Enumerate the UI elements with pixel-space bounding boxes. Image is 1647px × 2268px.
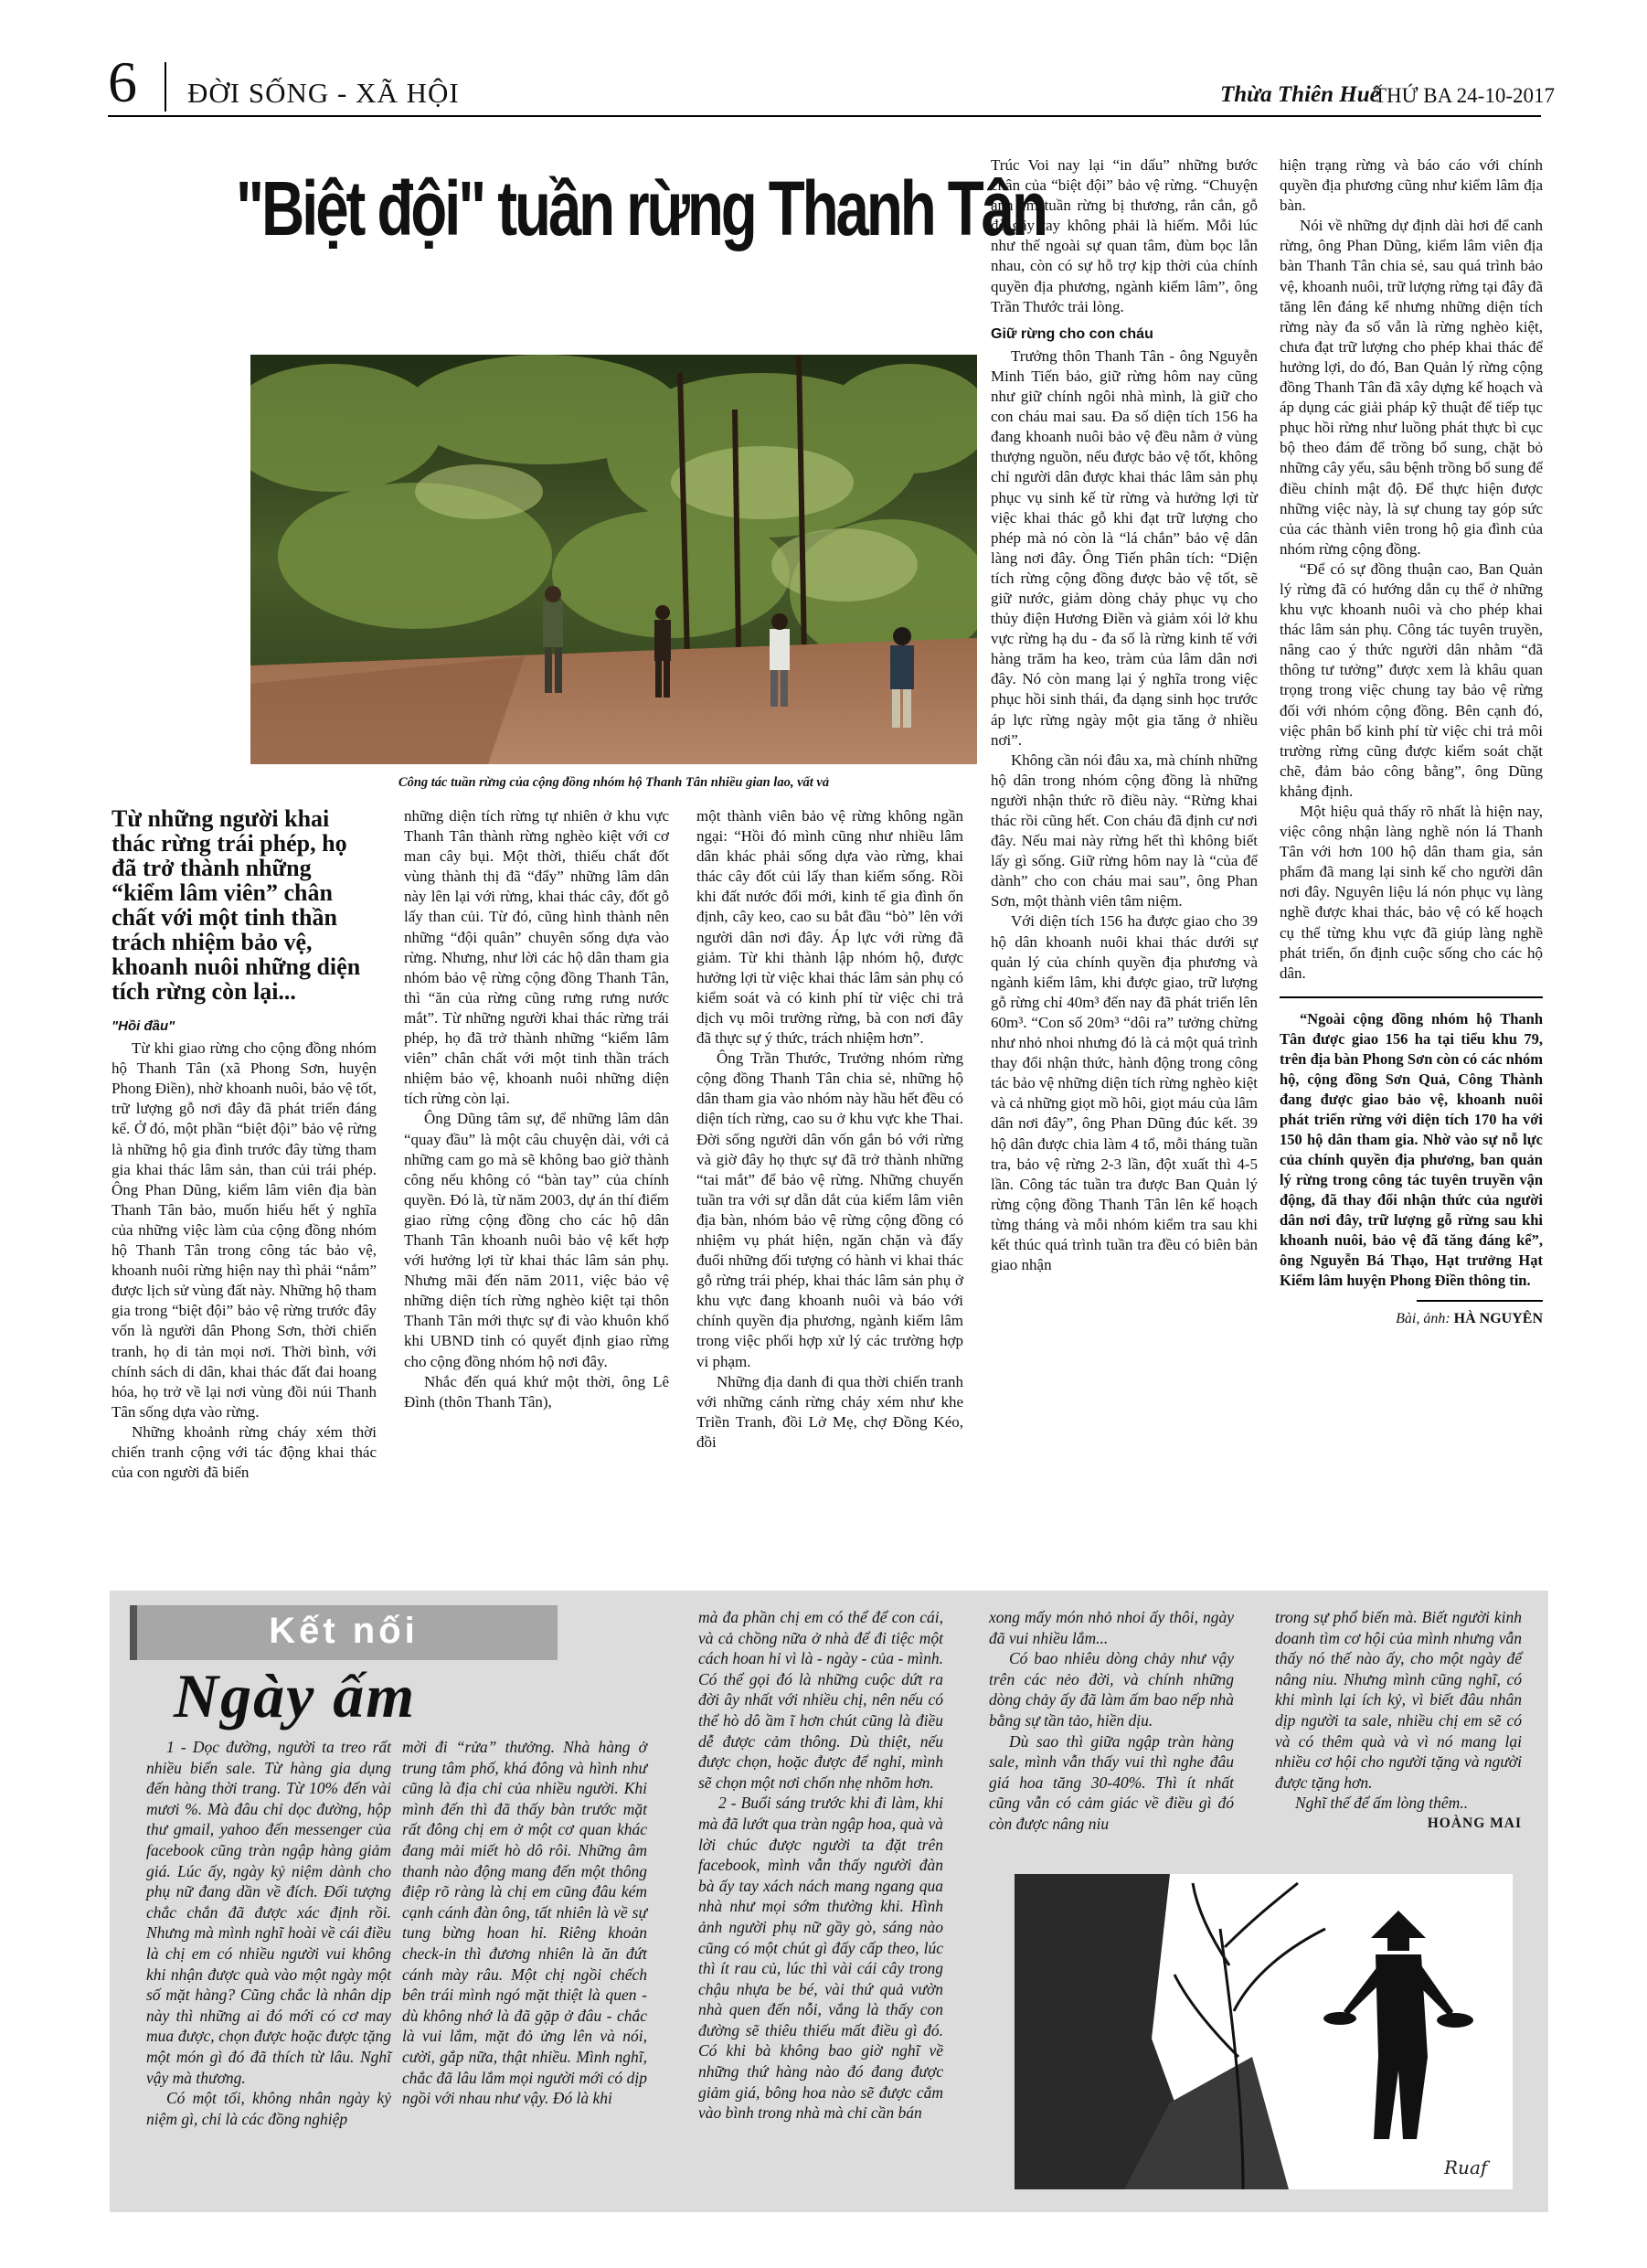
ket-noi-label-text: Kết nối (269, 1611, 419, 1651)
article-column-2 (404, 806, 669, 1576)
article-title: "Biệt đội" tuần rừng Thanh Tân (236, 165, 1046, 251)
paragraph: Ông Trần Thước, Trưởng nhóm rừng cộng đồng Thanh Tân chia sẻ, những hộ dân tham gia vào nhóm này hầu hết đều có diện tích rừng, cao su ở khu vực khe Thai. Đời sống người dân vốn gắn bó với rừng và giờ đây họ thực sự đã trở thành những “tai mắt” để bảo vệ rừng. Những chuyến tuần tra với sự dẫn dắt của kiểm lâm viên địa bàn, nhóm bảo vệ rừng cộng đồng có nhiệm vụ phát hiện, ngăn chặn và đẩy đuổi những đối tượng có hành vi khai thác gỗ rừng trái phép, khai thác lâm sản phụ ở khu vực đang khoanh nuôi và báo với chính quyền địa phương, ngành kiểm lâm trong việc phối hợp xử lý các trường hợp vi phạm. (696, 1049, 963, 1370)
subheading-giu-rung: Giữ rừng cho con cháu (991, 325, 1153, 342)
ket-noi-illustration (1015, 1874, 1513, 2189)
quote-rule-bottom (1417, 1300, 1543, 1302)
article-column-5 (1280, 155, 1543, 1577)
header-rule (108, 115, 1541, 117)
paragraph: Nghĩ thế để ấm lòng thêm.. (1295, 1794, 1469, 1813)
paragraph: Một hiệu quả thấy rõ nhất là hiện nay, việc công nhận làng nghề nón lá Thanh Tân với hơn 100 hộ dân tham gia, sản phẩm đã mang lại sinh kế cho người dân nơi đây. Nguyên liệu lá nón phục vụ làng nghề được khai thác, bảo vệ có kế hoạch cụ thể từng khu vực đã giúp làng nghề phát triển, ổn định cuộc sống cho các hộ dân. (1280, 803, 1543, 982)
paragraph: 1 - Dọc đường, người ta treo rất nhiều biển sale. Từ hàng gia dụng đến hàng thời trang. Từ 10% đến vài mươi %. Mà đâu chỉ dọc đường, hộp thư gmail, yahoo đến messenger của facebook cũng tràn ngập hàng giảm giá. Lúc ấy, ngày kỷ niệm dành cho phụ nữ đang dần về đích. Đối tượng chắc chắn đã được xác định rồi. Nhưng mà mình nghĩ hoài về cái điều là chị em có nhiều người vui không khi nhận được quà vào một ngày một số mặt hàng? Cũng chắc là nhân dịp này thì những ai đó mới có cơ may mua được, chọn được hoặc được tặng một món gì đó đã thích từ lâu. Nghĩ vậy mà thương. (146, 1738, 391, 2087)
page-number: 6 (108, 49, 137, 114)
paragraph: Nhắc đến quá khứ một thời, ông Lê Đình (thôn Thanh Tân), (404, 1372, 669, 1411)
ket-noi-column-2 (402, 1737, 647, 2199)
paragraph: mời đi “rửa” thưởng. Nhà hàng ở trung tâm phố, khá đông và hình như cũng là địa chỉ của nhiều người. Khi mình đến thì đã thấy bàn trước mặt rất đông chị em ở một cơ quan khác đang mải miết hò dô rôi. Những âm thanh nào động mang đến một thông điệp rõ ràng là chị em cũng đâu kém cạnh cánh đàn ông, tất nhiên là về sự tung bừng hoan hỉ. Riêng khoản check-in thì đương nhiên là ăn đứt cánh mày râu. Một chị ngồi chếch bên trái mình ngó mặt thiệt là quen - dù không nhớ là đã gặp ở đâu - chắc là vui lắm, mặt đỏ ửng lên và nói, cười, gắp nữa, thật nhiều. Mình nghĩ, chắc đã lâu lắm mọi người mới có dịp ngồi với nhau như vậy. Đó là khi (402, 1738, 647, 2108)
forest-photo-illustration (250, 355, 977, 764)
byline (1280, 1309, 1543, 1329)
article-photo (250, 355, 977, 764)
ket-noi-column-1 (146, 1737, 391, 2199)
illustration-signature: Ruaf (1444, 2156, 1488, 2178)
issue-date: THỨ BA 24-10-2017 (1374, 84, 1556, 107)
paragraph: trong sự phổ biến mà. Biết người kinh doanh tìm cơ hội của mình nhưng vẫn thấy nó thế nào ấy, cho một ngày để nâng niu. Nhưng mình cũng nghĩ, có khi mình lại ích kỷ, vì biết đâu nhân dịp người ta sale, nhiều chị em sẽ có và có thêm quà và vì nó mang lại nhiều cơ hội cho người tặng và người được tặng hơn. (1275, 1608, 1522, 1792)
paragraph: Nói về những dự định dài hơi để canh rừng, ông Phan Dũng, kiểm lâm viên địa bàn Thanh Tân chia sẻ, sau quá trình bảo vệ, khoanh nuôi, trữ lượng rừng tại đây đã tăng lên đáng kể nhưng những diện tích rừng này đa số vẫn là rừng nghèo kiệt, chưa đạt trữ lượng cho phép khai thác để hưởng lợi, do đó, Ban Quản lý rừng cộng đồng Thanh Tân đã xây dựng kế hoạch và áp dụng các giải pháp kỹ thuật để tiếp tục phục hồi rừng như luồng phát thực bì cục bộ theo đám để trồng bổ sung, chặt bỏ những cây yếu, sâu bệnh trồng bổ sung để điều chỉnh mật độ. Để thực hiện được những việc này, là sự chung tay góp sức của các thành viên trong hộ gia đình của nhóm rừng cộng đồng. (1280, 217, 1543, 558)
section-name: ĐỜI SỐNG - XÃ HỘI (187, 77, 460, 109)
paragraph: Từ khi giao rừng cho cộng đồng nhóm hộ Thanh Tân (xã Phong Sơn, huyện Phong Điền), nhờ khoanh nuôi, bảo vệ tốt, trữ lượng gỗ nơi đây đã phát triển đáng kể. Ở đó, một phần “biệt đội” bảo vệ rừng là những hộ gia đình trước đây từng tham gia khai thác lâm sản, than củi trái phép. Ông Phan Dũng, kiểm lâm viên địa bàn Thanh Tân bảo, muốn hiểu hết ý nghĩa của những việc làm của cộng đồng nhóm hộ Thanh Tân trong công tác bảo vệ, khoanh nuôi rừng hiện nay thì phải “nắm” được lịch sử vùng đất này. Những hộ tham gia trong “biệt đội” bảo vệ rừng trước đây vốn là người dân Phong Sơn, thời chiến tranh, họ di tản mọi nơi. Thời bình, với chính sách di dân, khai thác đất đai hoang hóa, họ trở về lại nơi vùng đồi núi Thanh Tân sống dựa vào rừng. (112, 1039, 377, 1421)
article-column-1 (112, 806, 377, 1576)
subheading-hoi-dau: "Hồi đầu" (112, 1018, 175, 1034)
paragraph: Ông Dũng tâm sự, để những lâm dân “quay đầu” là một câu chuyện dài, với cả những cam go mà sẽ không bao giờ thành công nếu không có “bàn tay” của chính quyền. Đó là, từ năm 2003, dự án thí điểm giao rừng cộng đồng cho các hộ dân Thanh Tân khoanh nuôi bảo vệ kết hợp với hưởng lợi từ khai thác lâm sản phụ. Nhưng mãi đến năm 2011, việc bảo vệ những diện tích rừng nghèo kiệt tại thôn Thanh Tân mới thực sự đi vào khuôn khổ khi UBND tỉnh có quyết định giao rừng cho cộng đồng nhóm hộ nơi đây. (404, 1110, 669, 1370)
article-column-4 (991, 155, 1258, 1577)
ket-noi-column-5 (1275, 1607, 1522, 1881)
paragraph: Với diện tích 156 ha được giao cho 39 hộ dân khoanh nuôi khai thác dưới sự quản lý của chính quyền địa phương và ngành kiểm lâm, khi được giao, trữ lượng gỗ rừng chỉ 40m³ đến nay đã phát triển lên 60m³. “Con số 20m³ “dôi ra” tưởng chừng như nhỏ nhoi nhưng đó là cả một quá trình thay đổi nhận thức, hành động trong công tác bảo vệ những diện tích rừng nghèo kiệt và cả những giọt mồ hôi, giọt máu của lâm dân nơi đây”, ông Phan Dũng đúc kết. 39 hộ dân được chia làm 4 tổ, mỗi tháng tuần tra, bảo vệ rừng 2-3 lần, đột xuất thì 4-5 lần. Công tác tuần tra được Ban Quản lý rừng cộng đồng Thanh Tân lên kế hoạch từng tháng và mỗi nhóm kiểm tra sau khi kết thúc quá trình tuần tra đều có biên bản giao nhận (991, 912, 1258, 1274)
paragraph: những diện tích rừng tự nhiên ở khu vực Thanh Tân thành rừng nghèo kiệt với cơ man cây bụi. Một thời, thiếu chất đốt vùng thành thị đã “đẩy” những lâm dân này lên lại với rừng, khai thác cây, đốt gỗ lấy than củi. Từ đó, cũng hình thành nên những “đội quân” chuyên sống dựa vào rừng. Nhưng, như lời các hộ dân tham gia nhóm bảo vệ rừng cộng đồng Thanh Tân, thì “ăn của rừng cũng rưng rưng nước mắt”. Từ những người khai thác rừng trái phép, họ đã trở thành những “kiểm lâm viên” chân chất với một tinh thần trách nhiệm bảo vệ, khoanh nuôi những diện tích rừng còn lại. (404, 807, 669, 1108)
ket-noi-title: Ngày ấm (174, 1661, 417, 1730)
paragraph: một thành viên bảo vệ rừng không ngần ngại: “Hồi đó mình cũng như nhiều lâm dân khác phải sống dựa vào rừng, khai thác cây đốt củi lấy than kiếm sống. Rồi khi đất nước đổi mới, kinh tế gia đình ổn định, cây keo, cao su bắt đầu “bò” lên với người dân nơi đây. Áp lực với rừng đã giảm. Từ khi thành lập nhóm hộ, được hưởng lợi từ việc khai thác lâm sản phụ có kiểm soát và có kinh phí từ việc chi trả dịch vụ môi trường rừng, bà con nơi đây đã thực sự ý thức, trách nhiệm hơn”. (696, 807, 963, 1048)
ket-noi-author: HOÀNG MAI (1427, 1815, 1522, 1831)
paragraph: hiện trạng rừng và báo cáo với chính quyền địa phương cũng như kiểm lâm địa bàn. (1280, 156, 1543, 215)
paragraph: Trúc Voi nay lại “in dấu” những bước chân của “biệt đội” bảo vệ rừng. “Chuyện anh em tuần rừng bị thương, rắn cắn, gỗ đè gãy tay không phải là hiếm. Mỗi lúc như thế ngoài sự quan tâm, đùm bọc lẫn nhau, còn có sự hỗ trợ kịp thời của chính quyền địa phương, ngành kiểm lâm”, ông Trần Thước trải lòng. (991, 156, 1258, 315)
byline-label: Bài, ảnh: (1396, 1310, 1450, 1326)
paragraph: Những khoảnh rừng cháy xém thời chiến tranh cộng với tác động khai thác của con người đã biến (112, 1422, 377, 1482)
pull-quote: “Ngoài cộng đồng nhóm hộ Thanh Tân được giao 156 ha tại tiểu khu 79, trên địa bàn Phong Sơn còn có các nhóm hộ, cộng đồng Sơn Quả, Công Thành đang được giao bảo vệ, khoanh nuôi phát triển rừng với diện tích 170 ha với 150 hộ dân tham gia. Nhờ vào sự nỗ lực của chính quyền địa phương, ban quản lý rừng trong công tác tuyên truyền vận động, đã thay đổi nhận thức của người dân nơi đây, trữ lượng gỗ rừng sau khi khoanh nuôi, bảo vệ đã tăng đáng kể”, ông Nguyễn Bá Thạo, Hạt trưởng Hạt Kiểm lâm huyện Phong Điền thông tin. (1280, 1009, 1543, 1289)
paragraph: Trưởng thôn Thanh Tân - ông Nguyễn Minh Tiến bảo, giữ rừng hôm nay cũng như giữ chính ngôi nhà mình, là giữ cho con cháu mai sau. Đa số diện tích 156 ha đang khoanh nuôi bảo vệ đều nằm ở vùng thượng nguồn, nếu được bảo vệ tốt, không chỉ người dân được khai thác lâm sản phụ phục vụ sinh kế từ rừng và hưởng lợi từ việc khai thác gỗ khi đạt trữ lượng cho phép mà nó còn là “lá chắn” bảo vệ dân làng nơi đây. Ông Tiến phân tích: “Diện tích rừng cộng đồng được bảo vệ tốt, sẽ giữ nước, giảm dòng chảy phục vụ cho thủy điện Hương Điền và giảm xói lở khu vực rừng hạ du - đa số là rừng kinh tế với hàng trăm ha keo, tràm của lâm dân nơi đây. Nó còn mang lại ý nghĩa trong việc phục hồi sinh thái, đa dạng sinh học trước áp lực rừng ngày một gia tăng ở nhiều nơi”. (991, 346, 1258, 749)
quote-rule-top (1280, 996, 1543, 998)
paragraph: Những địa danh đi qua thời chiến tranh với những cánh rừng cháy xém như khe Triền Tranh, đồi Lở Mẹ, chợ Đồng Kéo, đồi (696, 1372, 963, 1451)
ket-noi-box (110, 1591, 1548, 2212)
ket-noi-label (130, 1605, 558, 1660)
header-divider (165, 62, 166, 112)
article-column-3 (696, 806, 963, 1576)
paragraph: Không cần nói đâu xa, mà chính những hộ dân trong nhóm cộng đồng là những người nhận thức rõ điều này. “Rừng khai thác rồi cũng hết. Con cháu đã định cư nơi đây. Nếu mai này rừng hết thì không biết lấy gì sống. Giữ rừng hôm nay là “của để dành” cho con cháu mai sau”, ông Phan Sơn, một thành viên tâm niệm. (991, 751, 1258, 910)
paragraph: mà đa phần chị em có thể để con cái, và cả chồng nữa ở nhà để đi tiệc một cách hoan hỉ vì là - ngày - của - mình. Có thể gọi đó là những cuộc dứt ra đời ây nhất với nhiều chị, nên nếu có thể hò dô ầm ĩ hơn chút cũng là điều dễ được cảm thông. Dù thiệt, nếu được chọn, hoặc được để nghỉ, mình sẽ chọn một nơi chốn nhẹ nhõm hơn. (698, 1608, 943, 1792)
paragraph: 2 - Buổi sáng trước khi đi làm, khi mà đã lướt qua tràn ngập hoa, quà và lời chúc được người ta đặt trên facebook, mình vẫn thấy người đàn bà ấy tay xách nách mang ngang qua nhà như mọi sớm thường khi. Hình ảnh người phụ nữ gầy gò, sáng nào cũng có một chút gì đấy cấp theo, lúc thì ít rau củ, lúc thì vài cái cây trong chậu nhựa be bé, vài thứ quả vườn nhà quen đến nỗi, vắng là thấy con đường sẽ thiêu thiếu mất điều gì đó. Có khi bà không bao giờ nghĩ về những thứ hàng nào đó đang được giảm giá, bông hoa nào sẽ được cắm vào bình trong nhà mà chỉ cần bán (698, 1794, 943, 2123)
paragraph: Có bao nhiêu dòng chảy như vậy trên các nẻo đời, và chính những dòng chảy ấy đã làm ấm bao nếp nhà bằng sự tần tảo, hiền dịu. (989, 1649, 1234, 1730)
article-lead: Từ những người khai thác rừng trái phép, họ đã trở thành những “kiểm lâm viên” chân chất với một tinh thần trách nhiệm bảo vệ, khoanh nuôi những diện tích rừng còn lại... (112, 805, 361, 1005)
paragraph: Có một tối, không nhân ngày kỷ niệm gì, chỉ là các đồng nghiệp (146, 2089, 391, 2128)
page-header (0, 0, 1647, 119)
paragraph: Dù sao thì giữa ngập tràn hàng sale, mình vẫn thấy vui thì nghe đâu giá hoa tăng 30-40%. Thì ít nhất cũng vẫn có cảm giác về điều gì đó còn được nâng niu (989, 1731, 1234, 1833)
photo-caption: Công tác tuần rừng của cộng đồng nhóm hộ Thanh Tân nhiều gian lao, vất vả (398, 775, 830, 790)
woman-with-conical-hat-illustration (1015, 1874, 1513, 2189)
byline-author: HÀ NGUYÊN (1453, 1310, 1543, 1326)
paragraph: “Để có sự đồng thuận cao, Ban Quản lý rừng đã có hướng dẫn cụ thể ở những khu vực khoanh nuôi và cho phép khai thác lâm sản phụ. Công tác tuyên truyền, nâng cao ý thức người dân nhằm “đã thông tư tưởng” được xem là khâu quan trọng trong việc chung tay bảo vệ rừng đối với nhóm cộng đồng. Bên cạnh đó, việc phân bổ kinh phí từ việc chi trả môi trường rừng cũng được kiểm soát chặt chẽ, đảm bảo công bằng”, ông Dũng khẳng định. (1280, 559, 1543, 800)
paragraph: xong mấy món nhỏ nhoi ấy thôi, ngày đã vui nhiều lắm... (989, 1608, 1234, 1647)
ket-noi-column-3 (698, 1607, 943, 2201)
ket-noi-column-4 (989, 1607, 1234, 1881)
paper-name: Thừa Thiên Huế (1220, 82, 1380, 107)
